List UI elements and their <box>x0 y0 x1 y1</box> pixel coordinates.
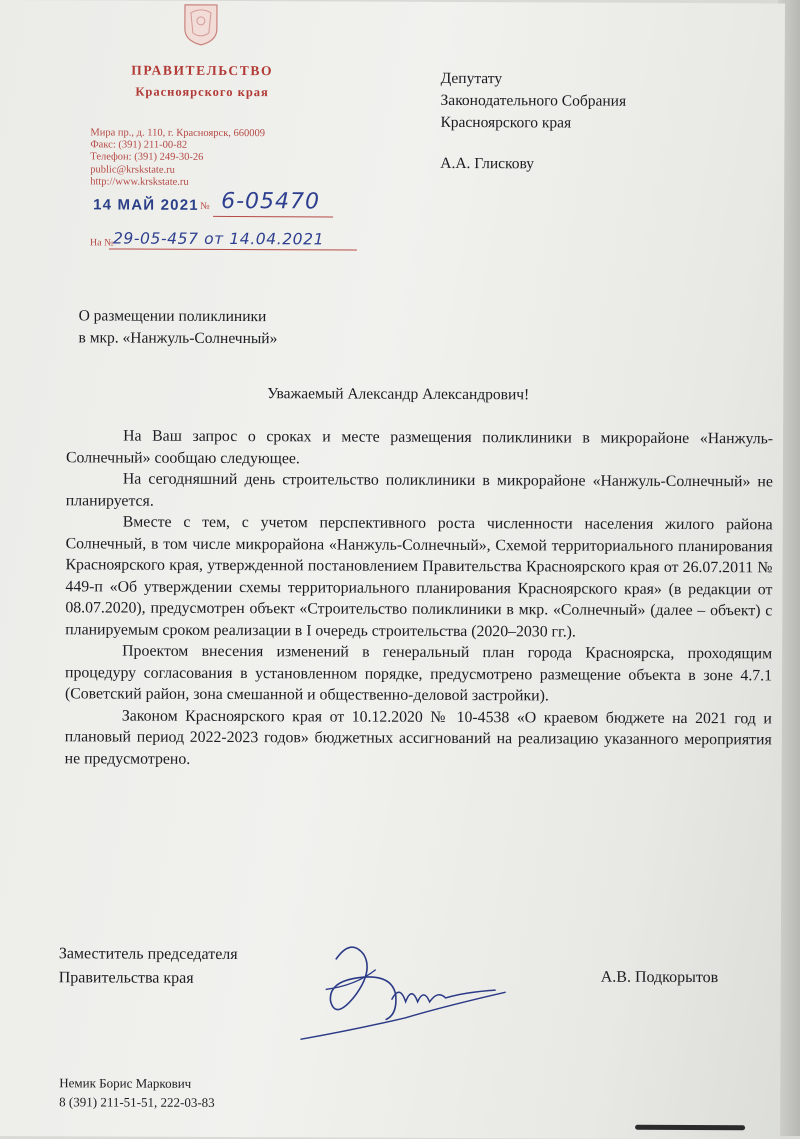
executor-info <box>59 1073 215 1112</box>
letter-body <box>65 425 773 772</box>
registration-number-label: № <box>200 200 210 212</box>
reference-number: 29-05-457 от 14.04.2021 <box>112 229 325 249</box>
letterhead-fax: Факс: (391) 211-00-82 <box>90 139 188 152</box>
signer-name: А.В. Подкорытов <box>600 968 719 987</box>
addressee-block <box>440 68 626 176</box>
body-paragraph-5: Законом Красноярского края от 10.12.2020 № 10-4538 «О краевом бюджете на 2021 год и плановый период 2022-2023 годов» бюджетных ассигнований на реализацию указанного мероприятия не предусмотрено. <box>64 707 772 768</box>
letterhead-contacts <box>90 127 265 189</box>
letter-subject <box>78 305 277 350</box>
registration-number: 6-05470 <box>221 188 321 215</box>
letterhead-website: http://www.krskstate.ru <box>90 176 189 188</box>
subject-line-2: в мкр. «Нанжуль-Солнечный» <box>78 329 278 348</box>
body-paragraph-3: Вместе с тем, с учетом перспективного роста численности населения жилого района Солнечный, в том числе микрорайона «Нанжуль-Солнечный», Схемой территориального планирования Красноярского края, утвержденной постановлением Правительства Красноярского края от 26.07.2011 № 449-п «Об утверждении схемы территориального планирования Красноярского края» (в редакции от 08.07.2020), предусмотрен объект «Строительство поликлиники в мкр. «Солнечный» (далее – объект) с планируемым сроком реализации в I очередь строительства (2020–2030 гг.). <box>65 513 773 641</box>
body-paragraph-2: На сегодняшний день строительство поликлиники в микрорайоне «Нанжуль-Солнечный» не планируется. <box>65 470 773 510</box>
body-paragraph-1: На Ваш запрос о сроках и месте размещения поликлиники в микрорайоне «Нанжуль-Солнечный» сообщаю следующее. <box>65 427 774 467</box>
signer-role-line-2: Правительства края <box>58 969 194 987</box>
letterhead-phone: Телефон: (391) 249-30-26 <box>90 151 204 164</box>
letterhead-address: Мира пр., д. 110, г. Красноярск, 660009 <box>90 127 266 140</box>
home-indicator-bar <box>635 1125 745 1130</box>
addressee-line-2: Законодательного Собрания <box>440 91 627 110</box>
addressee-name: А.А. Глискову <box>440 154 535 173</box>
executor-name: Немик Борис Маркович <box>59 1075 192 1091</box>
addressee-line-3: Красноярского края <box>440 113 572 132</box>
letterhead-subtitle: Красноярского края <box>135 84 269 100</box>
reference-label: На № <box>89 237 114 249</box>
reference-line <box>109 248 357 250</box>
registration-number-line <box>213 216 333 218</box>
signer-role-line-1: Заместитель председателя <box>58 945 238 964</box>
subject-line-1: О размещении поликлиники <box>78 307 267 326</box>
letterhead-title: ПРАВИТЕЛЬСТВО <box>131 62 274 79</box>
body-paragraph-4: Проектом внесения изменений в генеральный план города Красноярска, проходящим процедуру согласования в установленном порядке, предусмотрено размещение объекта в зоне 4.7.1 (Советский район, зона смешанной и общественно-деловой застройки). <box>64 642 773 705</box>
coat-of-arms-icon <box>181 3 221 47</box>
signer-role <box>59 942 238 991</box>
greeting: Уважаемый Александр Александрович! <box>267 385 530 404</box>
handwritten-signature <box>295 939 525 1050</box>
executor-phone: 8 (391) 211-51-51, 222-03-83 <box>59 1094 215 1110</box>
addressee-line-1: Депутату <box>440 69 503 88</box>
letterhead-email: public@krskstate.ru <box>90 164 175 176</box>
registration-date-stamp: 14 МАЙ 2021 <box>93 196 199 214</box>
